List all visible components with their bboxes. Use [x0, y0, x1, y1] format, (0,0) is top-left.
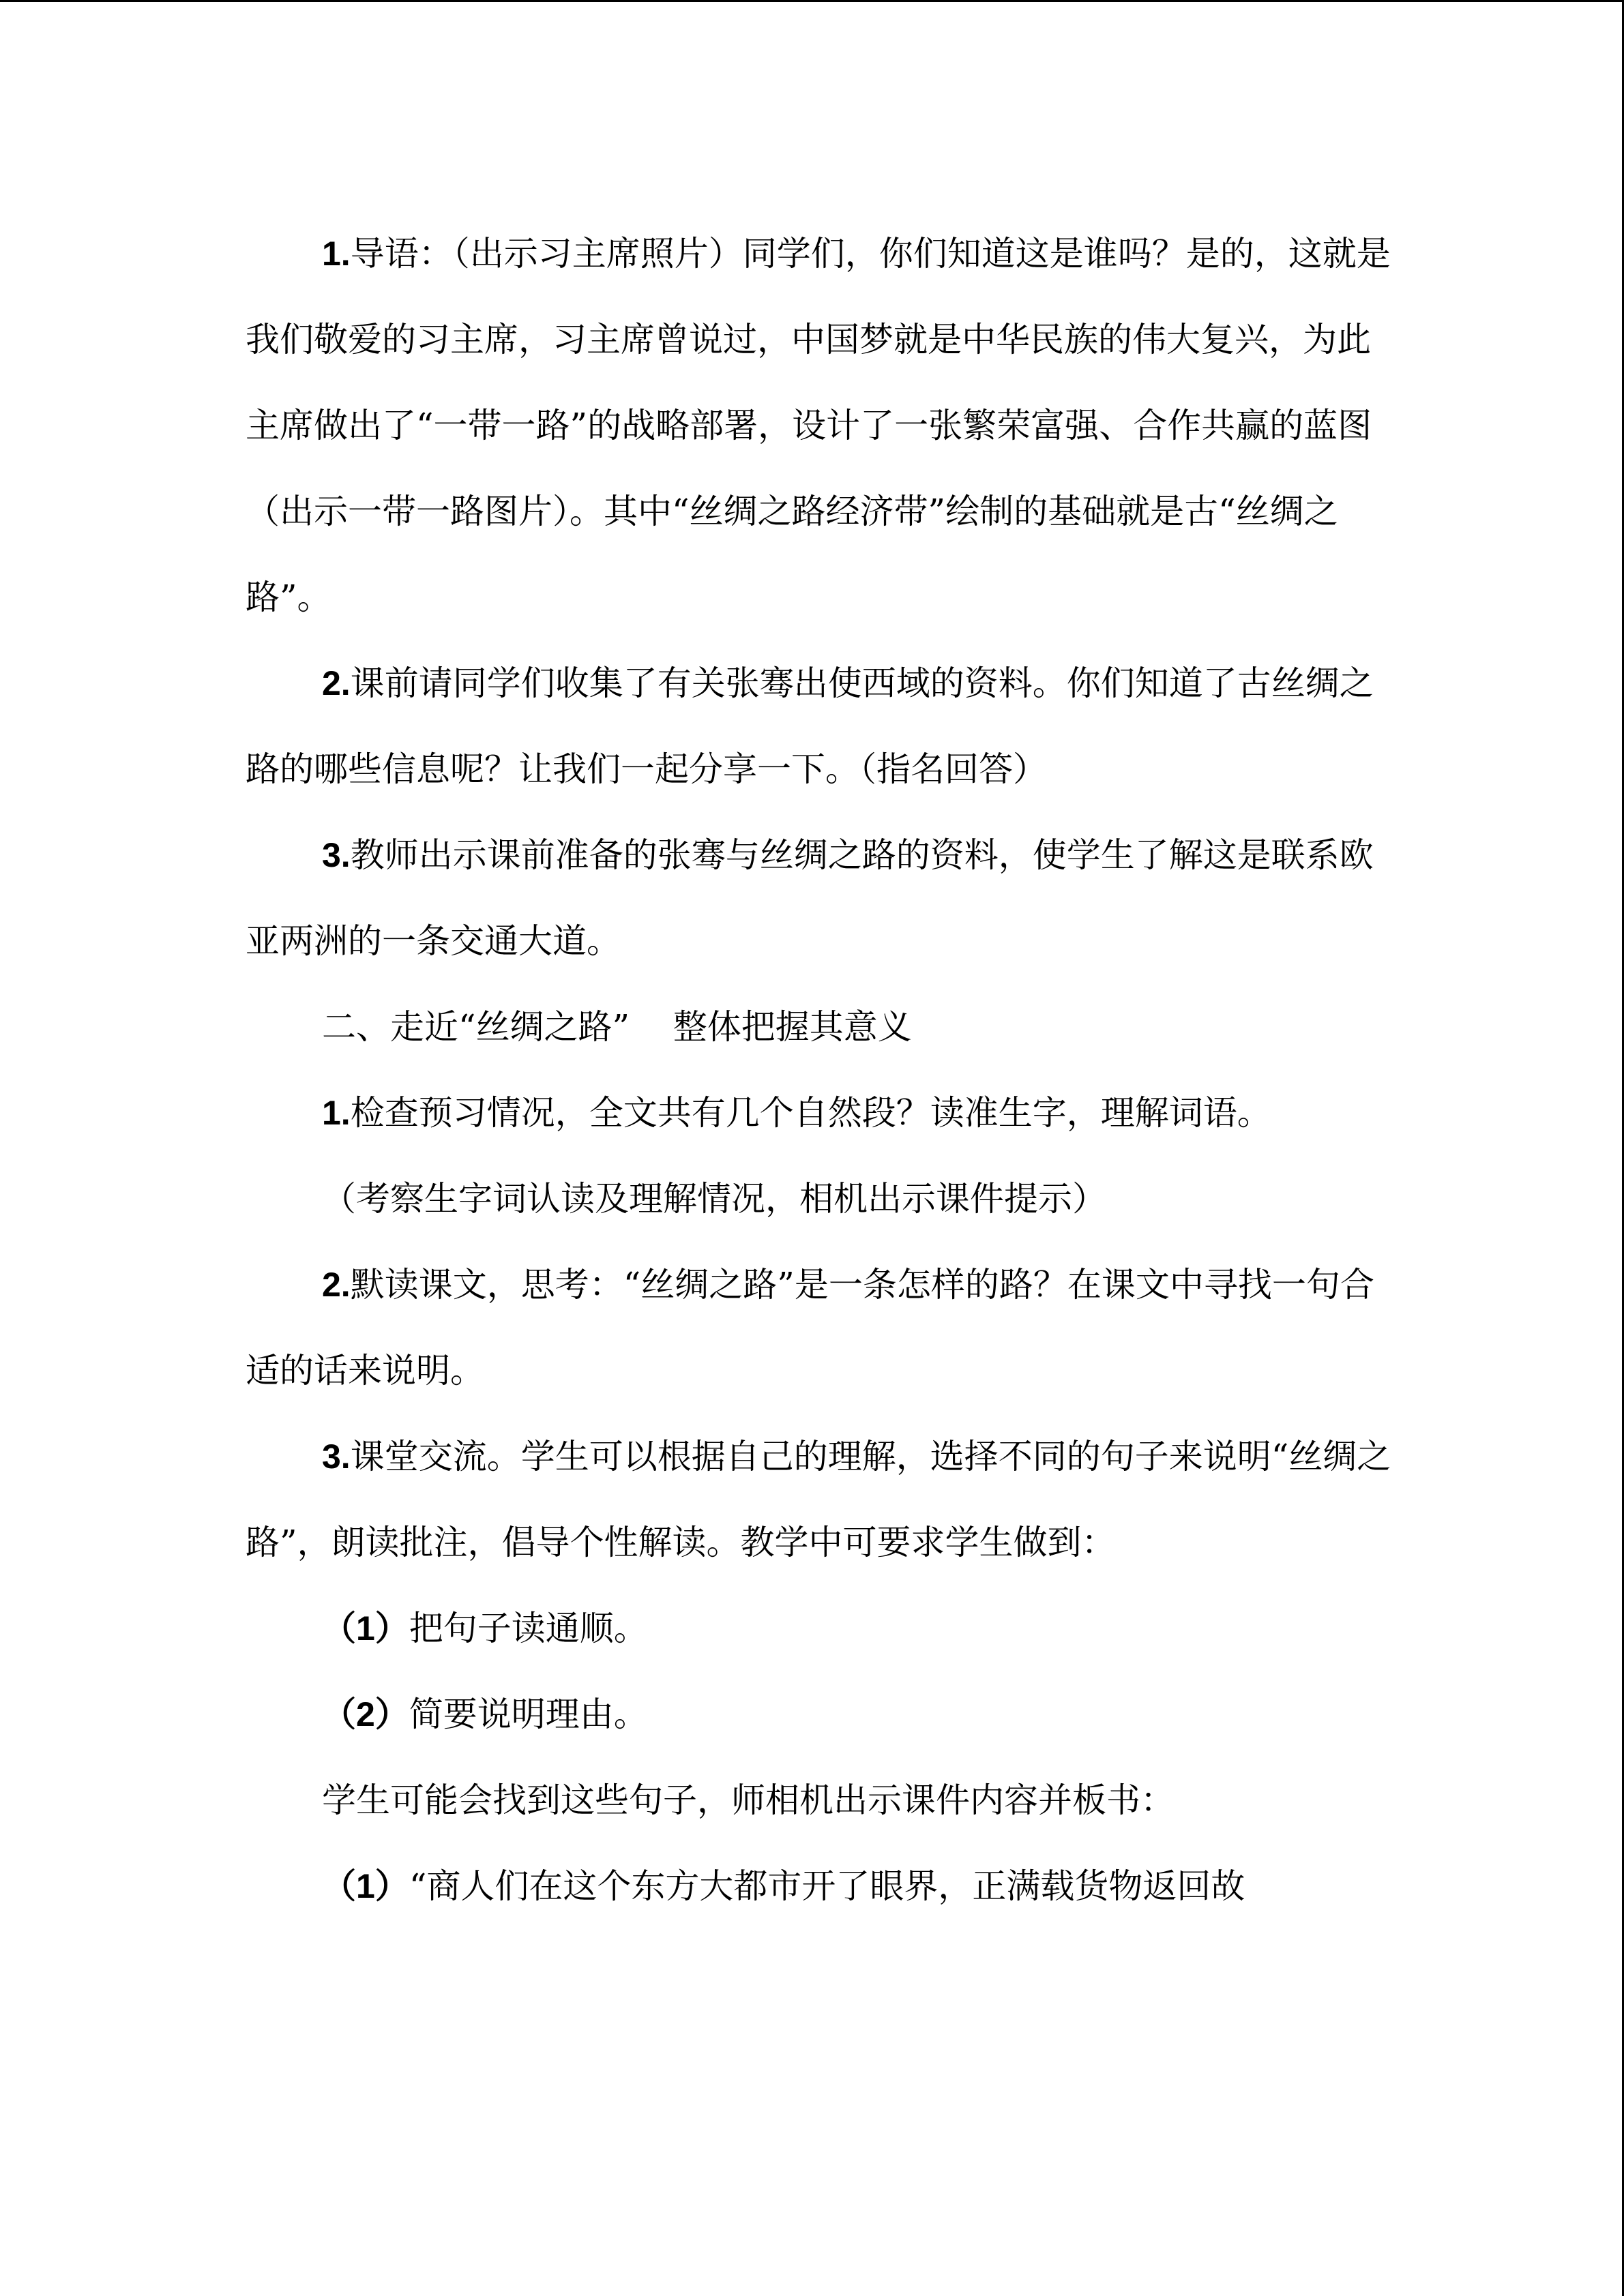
paragraph-text: 教师出示课前准备的张骞与丝绸之路的资料，使学生了解这是联系欧亚两洲的一条交通大道。 — [246, 835, 1374, 961]
paragraph-text: 默读课文，思考：“丝绸之路”是一条怎样的路？在课文中寻找一句合适的话来说明。 — [246, 1265, 1374, 1390]
paragraph-class-discussion — [246, 1414, 1391, 1585]
paragraph-text: 课前请同学们收集了有关张骞出使西域的资料。你们知道了古丝绸之路的哪些信息呢？让我们一起分享一下。（指名回答） — [246, 664, 1374, 789]
list-item — [246, 1843, 1391, 1929]
paragraph-text: 检查预习情况，全文共有几个自然段？读准生字，理解词语。 — [350, 1093, 1271, 1133]
paragraph-number: （2） — [322, 1695, 409, 1733]
paragraph-note — [246, 1156, 1391, 1242]
paragraph-text: 简要说明理由。 — [409, 1695, 648, 1734]
paragraph-number: 2. — [322, 664, 351, 702]
paragraph-text: 课堂交流。学生可以根据自己的理解，选择不同的句子来说明“丝绸之路”，朗读批注，倡导个性解读。教学中可要求学生做到： — [246, 1437, 1391, 1562]
paragraph-possible-sentences — [246, 1757, 1391, 1843]
paragraph-teacher-materials — [246, 812, 1391, 984]
paragraph-text: “商人们在这个东方大都市开了眼界，正满载货物返回故 — [409, 1866, 1245, 1906]
paragraph-text: （考察生字词认读及理解情况，相机出示课件提示） — [322, 1179, 1106, 1219]
paragraph-preview-materials — [246, 640, 1391, 812]
paragraph-text: 把句子读通顺。 — [409, 1609, 648, 1648]
paragraph-number: 3. — [322, 836, 351, 874]
paragraph-text: 学生可能会找到这些句子，师相机出示课件内容并板书： — [322, 1780, 1175, 1820]
paragraph-text: 二、走近“丝绸之路” 整体把握其意义 — [322, 1007, 912, 1047]
paragraph-number: （1） — [322, 1867, 409, 1905]
list-item — [246, 1671, 1391, 1757]
paragraph-check-preview — [246, 1070, 1391, 1156]
list-item — [246, 1585, 1391, 1671]
paragraph-silent-reading — [246, 1242, 1391, 1414]
section-heading — [246, 984, 1391, 1070]
paragraph-number: 3. — [322, 1437, 351, 1476]
paragraph-number: 2. — [322, 1266, 351, 1304]
document-body — [246, 211, 1391, 1929]
paragraph-text: 导语：（出示习主席照片）同学们，你们知道这是谁吗？是的，这就是我们敬爱的习主席，习主席曾说过，中国梦就是中华民族的伟大复兴，为此主席做出了“一带一路”的战略部署，设计了一张繁荣富强、合作共赢的蓝图（出示一带一路图片）。其中“丝绸之路经济带”绘制的基础就是古“丝绸之路”。 — [246, 234, 1391, 617]
paragraph-number: （1） — [322, 1609, 409, 1648]
paragraph-number: 1. — [322, 1094, 351, 1132]
paragraph-number: 1. — [322, 235, 351, 273]
paragraph-intro — [246, 211, 1391, 640]
